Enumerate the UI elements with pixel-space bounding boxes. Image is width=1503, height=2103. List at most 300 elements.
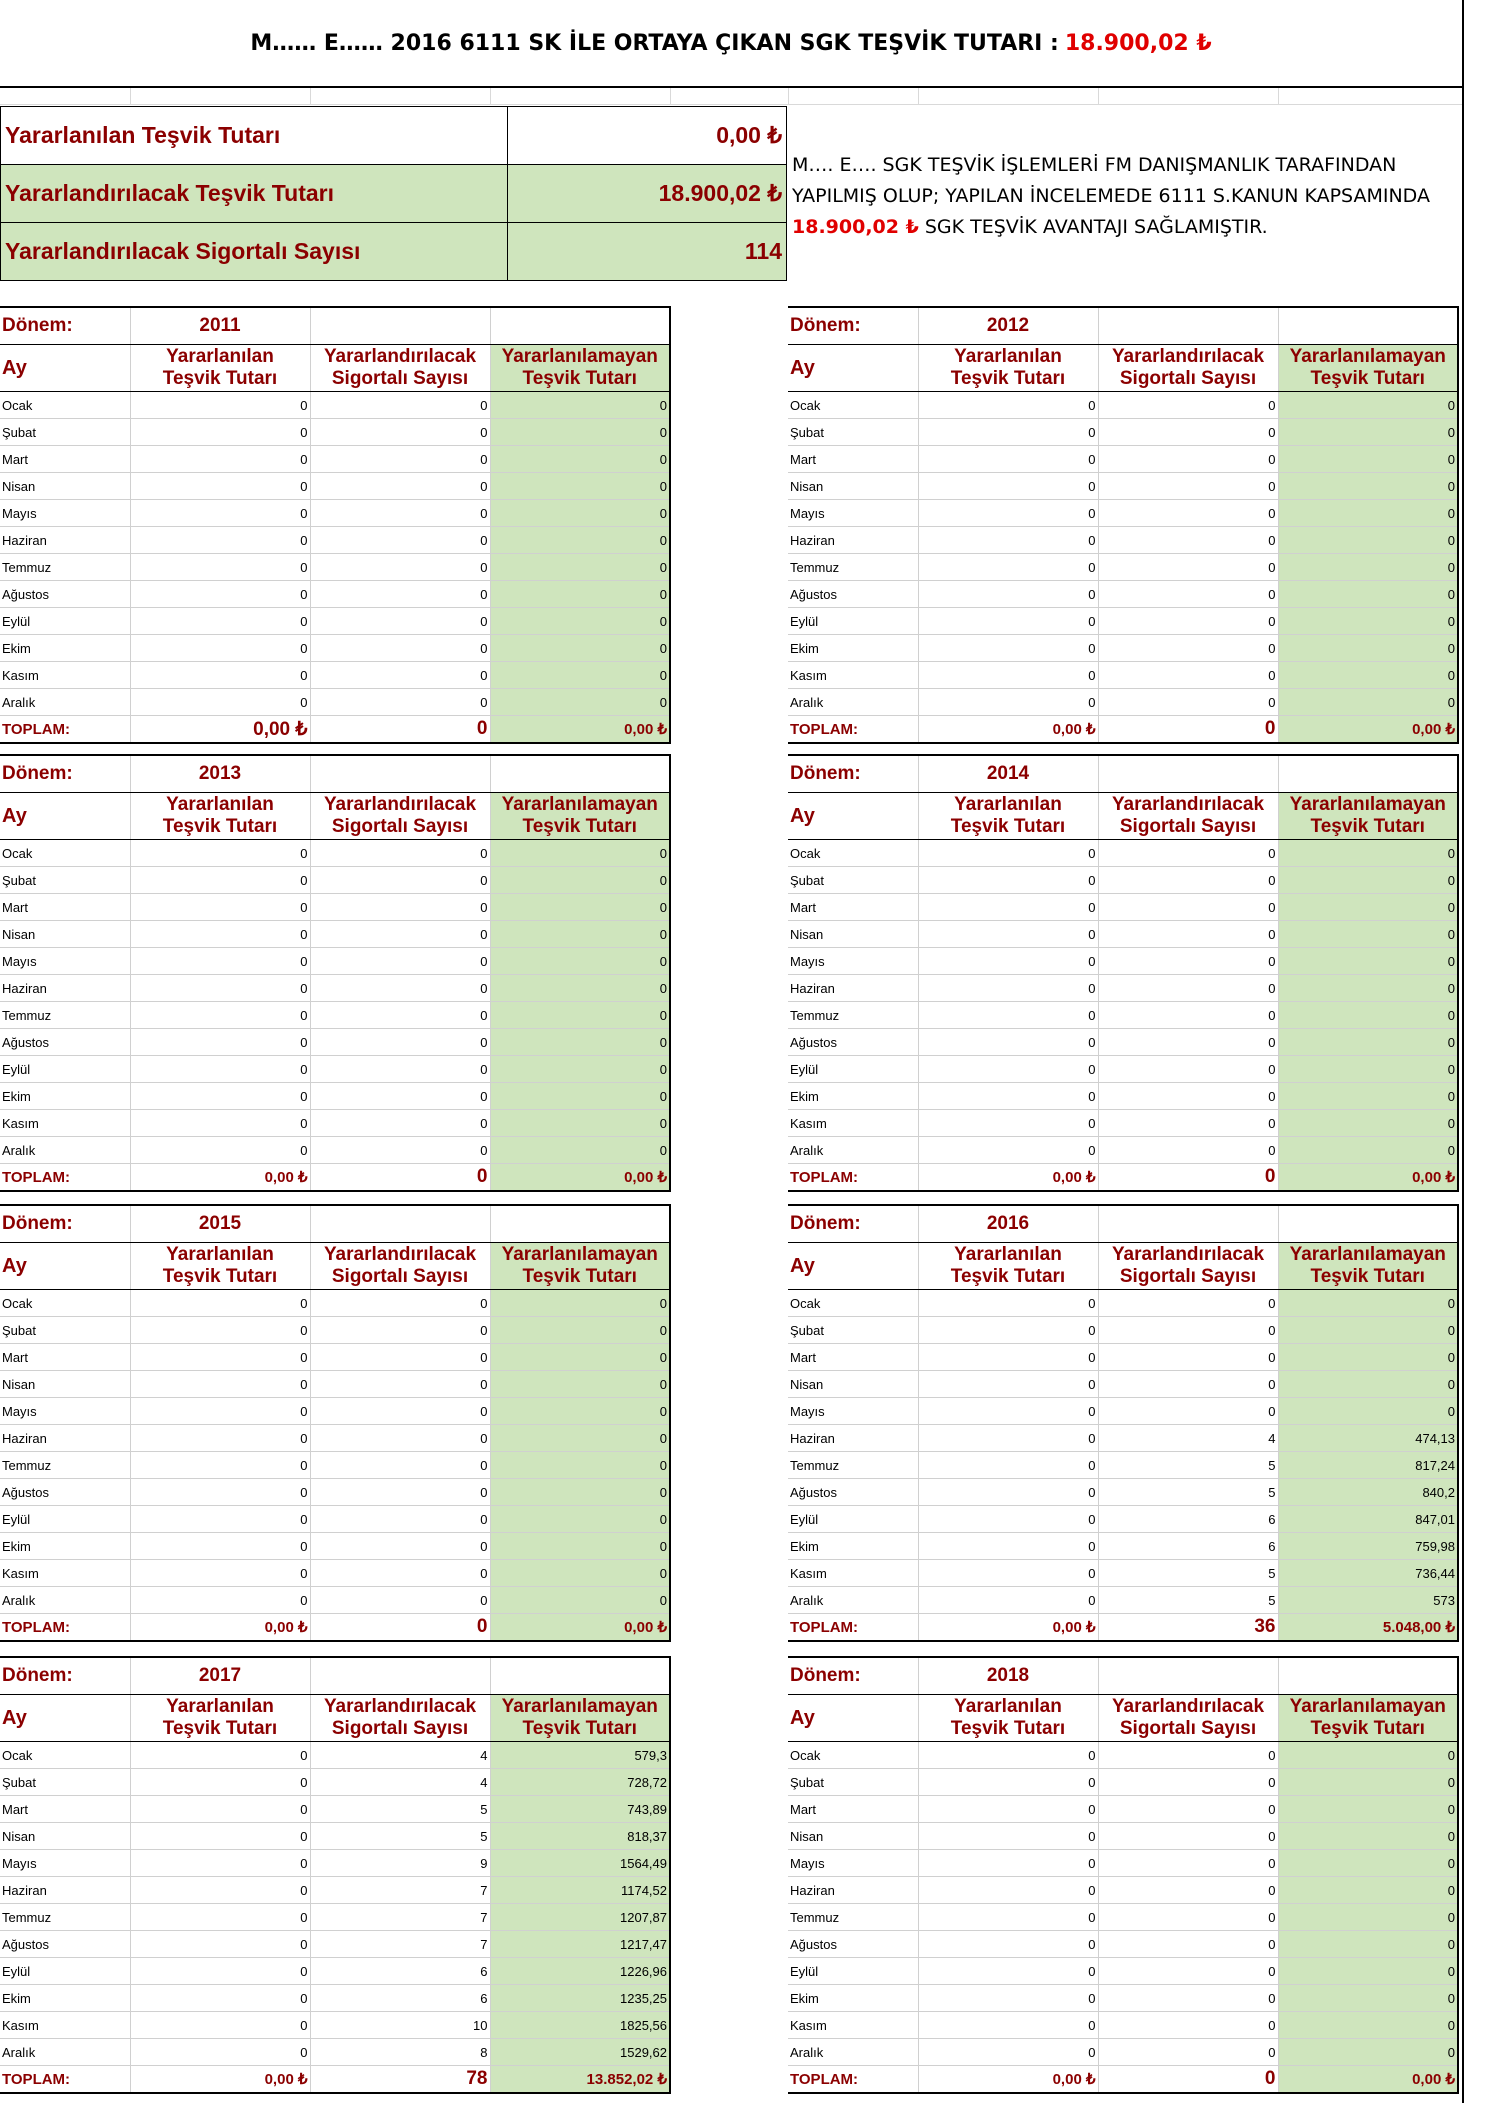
table-row [0,446,670,473]
insured-cell: 0 [1098,1344,1278,1371]
period-header [0,1657,670,1695]
insured-cell: 6 [310,1958,490,1985]
period-table-2013 [0,754,671,1192]
used-cell: 0 [918,446,1098,473]
month-cell: Aralık [0,1587,130,1614]
summary-label: Yararlanılan Teşvik Tutarı [1,107,508,165]
insured-cell: 0 [1098,689,1278,716]
insured-cell: 0 [1098,1002,1278,1029]
used-cell: 0 [130,1452,310,1479]
insured-cell: 0 [310,867,490,894]
insured-cell: 0 [310,1506,490,1533]
month-column-header: Ay [788,345,918,392]
period-header-blank [490,755,670,793]
month-cell: Mart [788,894,918,921]
header-line: Yararlandırılacak [323,346,477,367]
period-table-2018 [788,1656,1459,2094]
unused-cell: 0 [490,975,670,1002]
used-column-header [130,345,310,392]
period-header [788,1205,1458,1243]
period-header-blank [1278,1657,1458,1695]
table-row [0,554,670,581]
period-label: Dönem: [788,307,918,345]
total-row [0,1614,670,1642]
used-cell: 0 [918,1029,1098,1056]
header-line: Teşvik Tutarı [950,1718,1066,1739]
insured-cell: 0 [1098,1769,1278,1796]
used-column-header [130,1695,310,1742]
period-label: Dönem: [0,307,130,345]
used-column-header [918,1243,1098,1290]
unused-cell: 847,01 [1278,1506,1458,1533]
insured-column-header [310,793,490,840]
used-cell: 0 [130,1823,310,1850]
used-cell: 0 [918,1290,1098,1317]
insured-cell: 0 [1098,2012,1278,2039]
month-cell: Kasım [0,662,130,689]
insured-cell: 0 [310,662,490,689]
header-line: Yararlandırılacak [323,794,477,815]
unused-cell: 0 [490,473,670,500]
unused-cell: 1235,25 [490,1985,670,2012]
insured-cell: 0 [1098,1742,1278,1769]
table-row [788,1587,1458,1614]
table-row [0,527,670,554]
insured-cell: 0 [1098,867,1278,894]
header-line: Teşvik Tutarı [1310,816,1425,837]
unused-cell: 0 [1278,1371,1458,1398]
month-cell: Aralık [0,689,130,716]
month-cell: Ocak [0,392,130,419]
unused-cell: 1564,49 [490,1850,670,1877]
month-column-header: Ay [0,1695,130,1742]
period-table-2011 [0,306,671,744]
month-cell: Mart [788,446,918,473]
table-row [0,1137,670,1164]
month-cell: Mart [0,894,130,921]
insured-cell: 0 [1098,1083,1278,1110]
unused-cell: 1207,87 [490,1904,670,1931]
unused-cell: 0 [490,1056,670,1083]
header-line: Sigortalı Sayısı [331,1266,469,1287]
month-cell: Kasım [0,2012,130,2039]
used-cell: 0 [918,1877,1098,1904]
insured-cell: 0 [1098,1931,1278,1958]
unused-cell: 0 [1278,419,1458,446]
month-cell: Eylül [0,1958,130,1985]
note-amount: 18.900,02 ₺ [792,216,919,238]
used-cell: 0 [130,1317,310,1344]
total-unused: 0,00 ₺ [490,1614,670,1642]
total-label: TOPLAM: [0,2066,130,2094]
period-year: 2011 [130,307,310,345]
unused-column-header [1278,1243,1458,1290]
used-column-header [130,793,310,840]
used-cell: 0 [130,446,310,473]
month-cell: Ağustos [0,1931,130,1958]
insured-cell: 0 [310,1425,490,1452]
header-line: Teşvik Tutarı [162,816,278,837]
total-used: 0,00 ₺ [918,1164,1098,1192]
table-row [788,1850,1458,1877]
table-row [788,1904,1458,1931]
header-line: Teşvik Tutarı [1310,368,1425,389]
total-unused: 13.852,02 ₺ [490,2066,670,2094]
period-header-blank [1098,307,1278,345]
note-line-1: M…. E…. SGK TEŞVİK İŞLEMLERİ FM DANIŞMANLIK TARAFINDAN [792,154,1397,176]
total-label: TOPLAM: [0,1164,130,1192]
used-cell: 0 [130,608,310,635]
used-cell: 0 [918,1056,1098,1083]
table-row [788,867,1458,894]
table-row [788,1823,1458,1850]
unused-cell: 0 [1278,1931,1458,1958]
insured-cell: 0 [1098,581,1278,608]
unused-cell: 0 [490,527,670,554]
total-used: 0,00 ₺ [130,716,310,744]
month-cell: Ağustos [0,1479,130,1506]
insured-cell: 0 [310,689,490,716]
used-cell: 0 [918,1371,1098,1398]
month-cell: Mayıs [788,1398,918,1425]
unused-cell: 0 [1278,1904,1458,1931]
insured-cell: 0 [310,1056,490,1083]
table-row [0,1371,670,1398]
table-row [0,1110,670,1137]
month-cell: Eylül [788,608,918,635]
used-cell: 0 [918,1137,1098,1164]
unused-cell: 0 [490,1029,670,1056]
table-row [0,1904,670,1931]
month-cell: Mart [0,1796,130,1823]
month-column-header: Ay [788,793,918,840]
table-row [0,1002,670,1029]
month-cell: Aralık [788,2039,918,2066]
table-row [0,1056,670,1083]
used-cell: 0 [918,1083,1098,1110]
insured-cell: 0 [310,473,490,500]
used-cell: 0 [918,1425,1098,1452]
used-cell: 0 [918,500,1098,527]
month-cell: Ekim [0,635,130,662]
header-line: Teşvik Tutarı [1310,1266,1425,1287]
note-line-3 [792,212,1460,243]
used-cell: 0 [918,608,1098,635]
unused-cell: 0 [1278,1317,1458,1344]
unused-cell: 743,89 [490,1796,670,1823]
used-cell: 0 [130,1425,310,1452]
unused-cell: 0 [1278,608,1458,635]
table-row [0,500,670,527]
column-headers [0,1695,670,1742]
header-line: Yararlanılamayan [501,346,658,367]
table-row [788,894,1458,921]
total-label: TOPLAM: [788,1614,918,1642]
total-row [0,2066,670,2094]
table-row [788,2012,1458,2039]
total-unused: 0,00 ₺ [1278,716,1458,744]
header-line: Yararlanılamayan [1289,794,1446,815]
total-unused: 0,00 ₺ [1278,2066,1458,2094]
unused-cell: 474,13 [1278,1425,1458,1452]
table-row [0,419,670,446]
header-line: Sigortalı Sayısı [1119,816,1257,837]
unused-cell: 0 [1278,1029,1458,1056]
insured-cell: 0 [1098,1877,1278,1904]
column-headers [788,793,1458,840]
unused-cell: 0 [1278,948,1458,975]
insured-cell: 0 [1098,500,1278,527]
total-used: 0,00 ₺ [918,2066,1098,2094]
header-line: Sigortalı Sayısı [1119,1266,1257,1287]
used-cell: 0 [130,1110,310,1137]
table-row [788,1398,1458,1425]
month-cell: Nisan [788,473,918,500]
month-cell: Şubat [0,867,130,894]
table-row [788,1796,1458,1823]
insured-cell: 0 [1098,1110,1278,1137]
table-row [0,1290,670,1317]
insured-column-header [1098,345,1278,392]
insured-cell: 0 [1098,1823,1278,1850]
unused-cell: 0 [490,1533,670,1560]
report-title-amount: 18.900,02 ₺ [1064,30,1212,56]
used-cell: 0 [918,1850,1098,1877]
month-cell: Ocak [788,1290,918,1317]
unused-cell: 0 [1278,1877,1458,1904]
header-line: Yararlanılan [954,1696,1062,1717]
header-line: Sigortalı Sayısı [1119,1718,1257,1739]
period-label: Dönem: [0,1205,130,1243]
insured-cell: 0 [310,635,490,662]
unused-cell: 736,44 [1278,1560,1458,1587]
period-header [0,307,670,345]
insured-cell: 0 [310,921,490,948]
summary-table [0,106,787,281]
used-cell: 0 [130,894,310,921]
insured-cell: 0 [310,1317,490,1344]
insured-cell: 5 [310,1823,490,1850]
insured-cell: 0 [1098,419,1278,446]
used-cell: 0 [130,1742,310,1769]
table-row [788,1452,1458,1479]
used-cell: 0 [130,1850,310,1877]
unused-cell: 0 [490,1479,670,1506]
summary-value: 0,00 ₺ [508,107,787,165]
period-header-blank [490,1657,670,1695]
insured-cell: 7 [310,1931,490,1958]
unused-cell: 1226,96 [490,1958,670,1985]
total-insured: 78 [310,2066,490,2094]
unused-cell: 0 [490,894,670,921]
header-line: Sigortalı Sayısı [331,1718,469,1739]
table-row [788,2039,1458,2066]
month-cell: Nisan [0,1823,130,1850]
header-line: Teşvik Tutarı [162,1718,278,1739]
month-cell: Kasım [788,662,918,689]
unused-cell: 0 [1278,1742,1458,1769]
month-cell: Mayıs [0,500,130,527]
insured-cell: 4 [310,1742,490,1769]
period-table-2016 [788,1204,1459,1642]
used-cell: 0 [918,392,1098,419]
month-cell: Mayıs [0,1398,130,1425]
month-cell: Nisan [0,473,130,500]
month-cell: Eylül [788,1056,918,1083]
table-row [0,392,670,419]
table-row [0,1742,670,1769]
insured-cell: 0 [310,1110,490,1137]
table-row [788,1110,1458,1137]
period-header-blank [1278,1205,1458,1243]
total-insured: 36 [1098,1614,1278,1642]
used-cell: 0 [918,1479,1098,1506]
period-year: 2012 [918,307,1098,345]
unused-cell: 0 [1278,1850,1458,1877]
insured-cell: 4 [310,1769,490,1796]
period-table-2015 [0,1204,671,1642]
header-line: Yararlanılan [166,1244,274,1265]
used-cell: 0 [130,1056,310,1083]
unused-cell: 1174,52 [490,1877,670,1904]
insured-cell: 0 [1098,894,1278,921]
month-cell: Eylül [788,1506,918,1533]
unused-cell: 0 [490,921,670,948]
insured-cell: 0 [310,840,490,867]
unused-cell: 0 [490,1002,670,1029]
used-cell: 0 [918,1002,1098,1029]
period-header-blank [1098,755,1278,793]
table-row [788,1290,1458,1317]
used-cell: 0 [918,689,1098,716]
unused-cell: 0 [490,1425,670,1452]
month-cell: Ocak [788,392,918,419]
insured-cell: 0 [310,1371,490,1398]
period-header-blank [1098,1657,1278,1695]
table-row [0,608,670,635]
month-cell: Temmuz [0,1904,130,1931]
insured-cell: 0 [310,975,490,1002]
unused-cell: 0 [490,1560,670,1587]
insured-cell: 7 [310,1904,490,1931]
total-used: 0,00 ₺ [130,1614,310,1642]
table-row [788,1877,1458,1904]
total-unused: 0,00 ₺ [1278,1164,1458,1192]
insured-cell: 0 [310,527,490,554]
period-header-blank [490,307,670,345]
unused-cell: 0 [490,1083,670,1110]
unused-cell: 0 [490,689,670,716]
unused-cell: 1529,62 [490,2039,670,2066]
unused-cell: 817,24 [1278,1452,1458,1479]
unused-cell: 0 [490,608,670,635]
unused-cell: 1825,56 [490,2012,670,2039]
month-cell: Mayıs [0,1850,130,1877]
column-headers [788,345,1458,392]
table-row [0,921,670,948]
used-cell: 0 [918,554,1098,581]
unused-cell: 0 [490,635,670,662]
header-line: Sigortalı Sayısı [331,816,469,837]
period-year: 2017 [130,1657,310,1695]
month-cell: Nisan [0,921,130,948]
insured-cell: 0 [310,419,490,446]
month-cell: Mayıs [0,948,130,975]
table-row [788,1533,1458,1560]
period-label: Dönem: [788,1205,918,1243]
unused-cell: 818,37 [490,1823,670,1850]
unused-cell: 0 [1278,1083,1458,1110]
used-cell: 0 [918,1742,1098,1769]
month-cell: Haziran [788,1877,918,1904]
total-label: TOPLAM: [0,1614,130,1642]
month-cell: Temmuz [788,1904,918,1931]
used-cell: 0 [130,1290,310,1317]
month-cell: Ocak [0,1290,130,1317]
insured-cell: 0 [310,608,490,635]
table-row [0,1560,670,1587]
month-cell: Ekim [788,1533,918,1560]
spreadsheet-gridline-row [0,88,1462,105]
total-row [788,1164,1458,1192]
month-cell: Temmuz [788,1452,918,1479]
unused-cell: 0 [1278,500,1458,527]
table-row [0,2012,670,2039]
table-row [0,1083,670,1110]
table-row [788,419,1458,446]
period-header-blank [1098,1205,1278,1243]
table-row [788,446,1458,473]
insured-cell: 0 [1098,1398,1278,1425]
insured-cell: 8 [310,2039,490,2066]
month-cell: Aralık [0,2039,130,2066]
table-row [788,473,1458,500]
month-cell: Ocak [0,1742,130,1769]
used-cell: 0 [918,635,1098,662]
unused-cell: 0 [490,419,670,446]
table-row [788,1083,1458,1110]
report-title [0,0,1464,88]
insured-cell: 0 [310,1452,490,1479]
insured-cell: 0 [1098,1290,1278,1317]
table-row [788,975,1458,1002]
used-cell: 0 [918,1904,1098,1931]
month-cell: Ağustos [788,1931,918,1958]
total-label: TOPLAM: [0,716,130,744]
header-line: Yararlandırılacak [323,1696,477,1717]
unused-cell: 0 [490,1344,670,1371]
insured-column-header [310,345,490,392]
month-cell: Mayıs [788,500,918,527]
used-cell: 0 [130,1769,310,1796]
report-title-text: M…… E…… 2016 6111 SK İLE ORTAYA ÇIKAN SGK TEŞVİK TUTARI : [250,30,1059,56]
insured-cell: 0 [1098,1796,1278,1823]
insured-cell: 0 [310,581,490,608]
table-row [788,1344,1458,1371]
table-row [788,1425,1458,1452]
insured-cell: 0 [310,1290,490,1317]
column-headers [788,1243,1458,1290]
header-line: Teşvik Tutarı [950,368,1066,389]
used-cell: 0 [130,975,310,1002]
insured-cell: 0 [1098,1317,1278,1344]
insured-cell: 5 [1098,1452,1278,1479]
unused-cell: 0 [490,1371,670,1398]
summary-value: 114 [508,223,787,281]
month-cell: Ekim [0,1083,130,1110]
used-cell: 0 [130,635,310,662]
table-row [0,840,670,867]
